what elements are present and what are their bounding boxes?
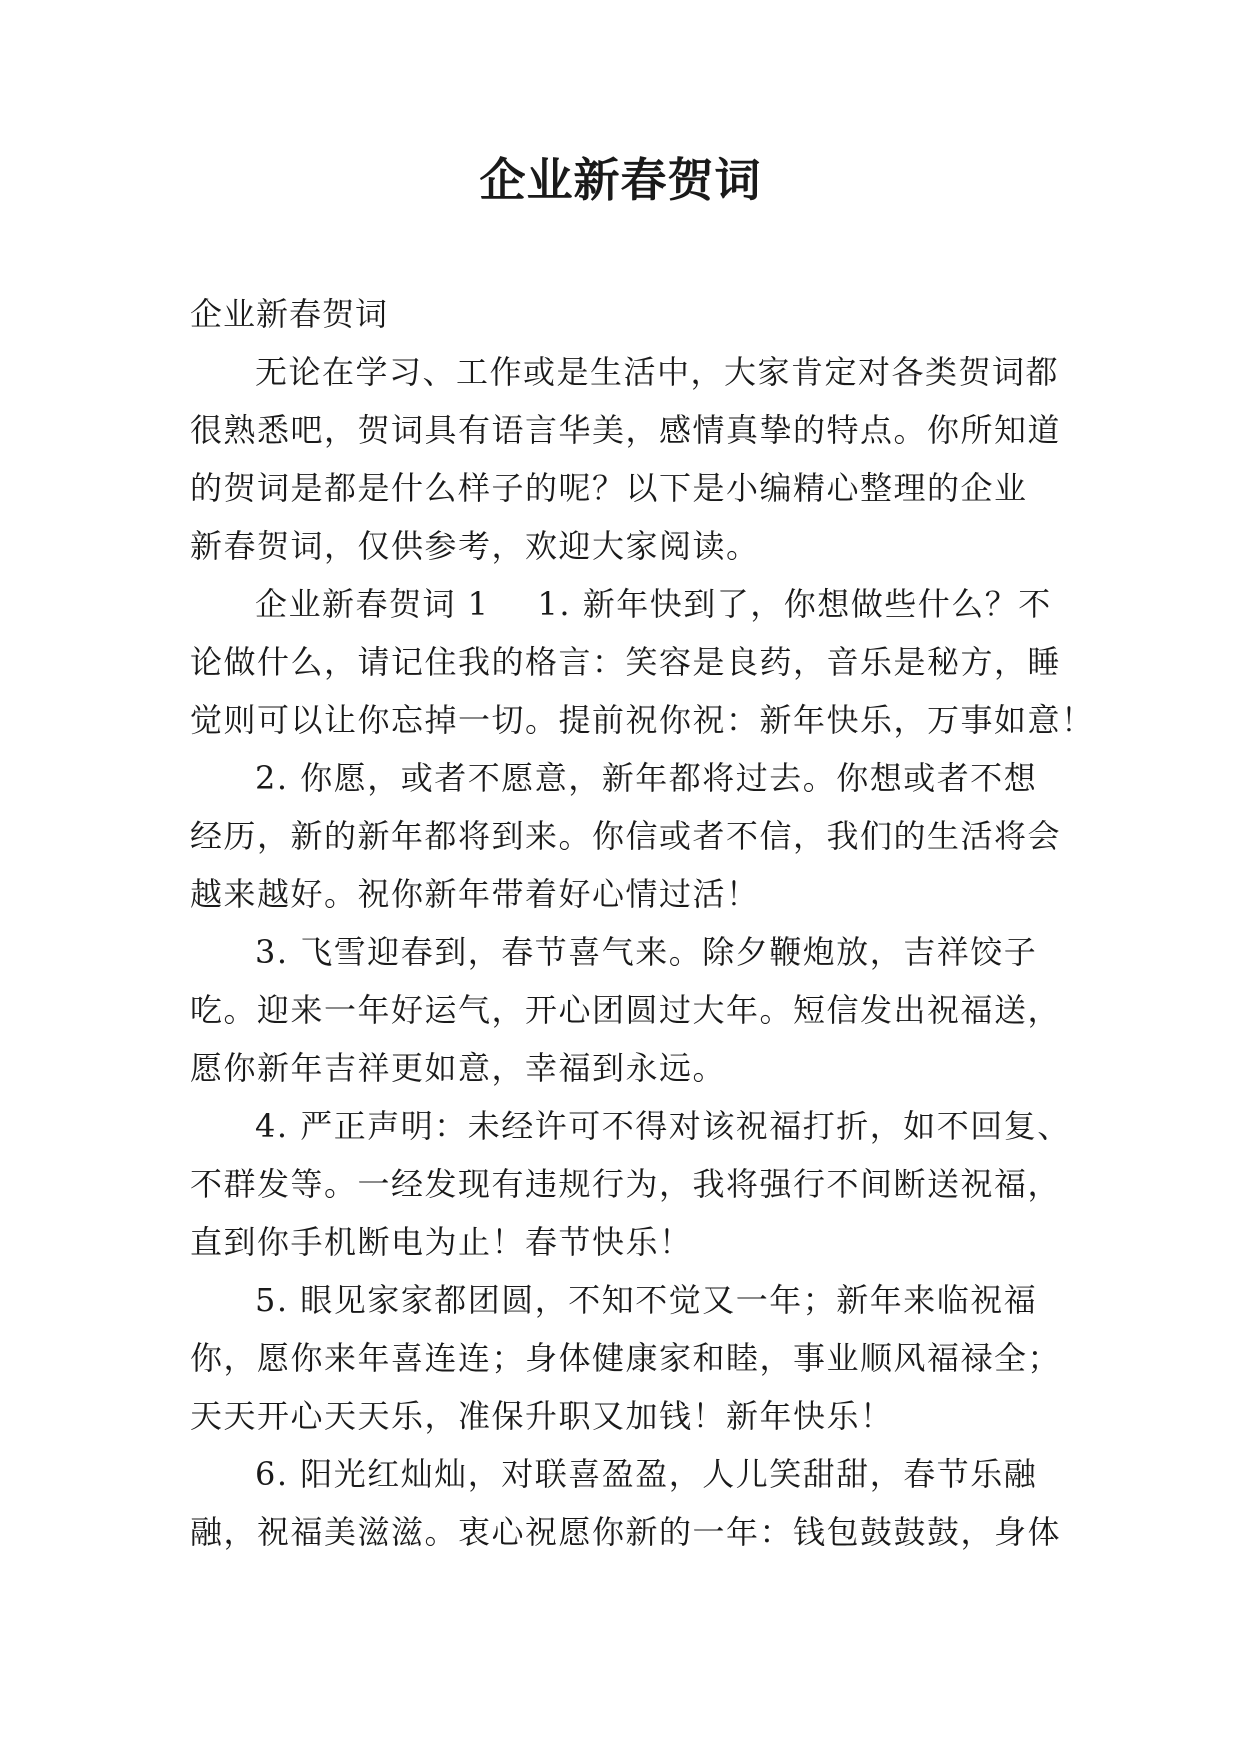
- document-subtitle: 企业新春贺词: [190, 295, 389, 333]
- paragraph-line: 不群发等。一经发现有违规行为，我将强行不间断送祝福，: [190, 1165, 1062, 1203]
- paragraph-line: 愿你新年吉祥更如意，幸福到永远。: [190, 1049, 727, 1087]
- paragraph-line: 2. 你愿，或者不愿意，新年都将过去。你想或者不想: [255, 759, 1038, 797]
- paragraph-line: [190, 575, 1050, 633]
- paragraph-line: 5. 眼见家家都团圆，不知不觉又一年；新年来临祝福: [255, 1281, 1038, 1319]
- paragraph-line: 论做什么，请记住我的格言：笑容是良药，音乐是秘方，睡: [190, 643, 1062, 681]
- paragraph-line: 6. 阳光红灿灿，对联喜盈盈，人儿笑甜甜，春节乐融: [255, 1455, 1038, 1493]
- paragraph-line: 越来越好。祝你新年带着好心情过活！: [190, 875, 760, 913]
- paragraph-line: 经历，新的新年都将到来。你信或者不信，我们的生活将会: [190, 817, 1062, 855]
- paragraph-line: 的贺词是都是什么样子的呢？以下是小编精心整理的企业: [190, 469, 1028, 507]
- paragraph-line: 融，祝福美滋滋。衷心祝愿你新的一年：钱包鼓鼓鼓，身体: [190, 1513, 1062, 1551]
- item-text: 1. 新年快到了，你想做些什么？不: [537, 585, 1052, 623]
- document-body: [190, 285, 1095, 1561]
- paragraph-line: 很熟悉吧，贺词具有语言华美，感情真挚的特点。你所知道: [190, 411, 1062, 449]
- section-heading: 企业新春贺词 1: [255, 585, 490, 623]
- paragraph-line: 天天开心天天乐，准保升职又加钱！新年快乐！: [190, 1397, 894, 1435]
- paragraph-line: 4. 严正声明：未经许可不得对该祝福打折，如不回复、: [255, 1107, 1071, 1145]
- paragraph-line: 你，愿你来年喜连连；身体健康家和睦，事业顺风福禄全；: [190, 1339, 1062, 1377]
- paragraph-line: 无论在学习、工作或是生活中，大家肯定对各类贺词都: [255, 353, 1060, 391]
- paragraph-line: 新春贺词，仅供参考，欢迎大家阅读。: [190, 527, 760, 565]
- paragraph-line: 觉则可以让你忘掉一切。提前祝你祝：新年快乐，万事如意！: [190, 701, 1095, 739]
- paragraph-line: 直到你手机断电为止！春节快乐！: [190, 1223, 693, 1261]
- document-title: 企业新春贺词: [479, 153, 762, 207]
- paragraph-line: 3. 飞雪迎春到，春节喜气来。除夕鞭炮放，吉祥饺子: [255, 933, 1038, 971]
- paragraph-line: 吃。迎来一年好运气，开心团圆过大年。短信发出祝福送，: [190, 991, 1062, 1029]
